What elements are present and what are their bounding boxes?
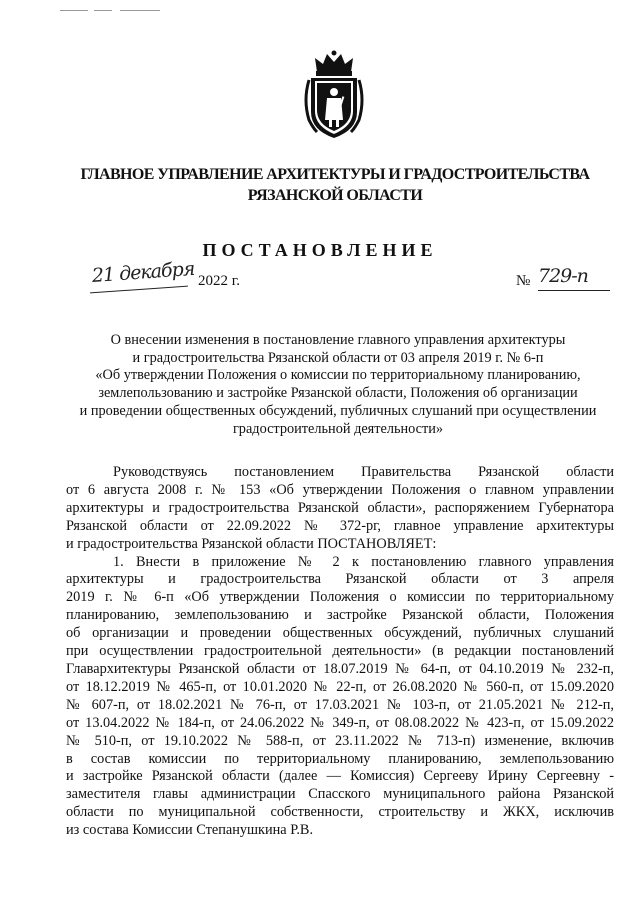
preamble-line: Руководствуясь постановлением Правительства Рязанской области xyxy=(113,464,614,480)
item1-line: планированию, землепользованию и застройке Рязанской области, Положения xyxy=(66,607,614,624)
item1-line: от 13.04.2022 № 184-п, от 24.06.2022 № 349-п, от 08.08.2022 № 423-п, от 15.09.2022 xyxy=(66,714,614,731)
date-underline xyxy=(90,286,188,294)
preamble-line: от 6 августа 2008 г. № 153 «Об утверждении Положения о главном управлении xyxy=(66,481,614,498)
handwritten-number: 729-п xyxy=(538,265,588,287)
subject-line: О внесении изменения в постановление главного управления архитектуры xyxy=(110,332,566,348)
item1-line: Главархитектуры Рязанской области от 18.07.2019 № 64-п, от 04.10.2019 № 232-п, xyxy=(66,660,614,677)
item1-line: и застройке Рязанской области (далее — Комиссия) Сергееву Ирину Сергеевну - xyxy=(66,768,614,785)
item1-line: 1. Внести в приложение № 2 к постановлению главного управления xyxy=(113,553,614,570)
item1-line: об организации и проведении общественных обсуждений, публичных слушаний xyxy=(66,625,614,642)
org-name-line2: РЯЗАНСКОЙ ОБЛАСТИ xyxy=(247,187,423,204)
document-subject xyxy=(52,332,624,438)
subject-line: градостроительной деятельности» xyxy=(232,420,444,437)
subject-line: «Об утверждении Положения о комиссии по территориальному планированию, xyxy=(95,367,581,384)
item1-line: от 18.12.2019 № 465-п, от 10.01.2020 № 22-п, от 26.08.2020 № 560-п, от 15.09.2020 xyxy=(66,678,614,695)
organization-header xyxy=(70,164,600,206)
preamble-line: и градостроительства Рязанской области ПОСТАНОВЛЯЕТ: xyxy=(66,535,437,552)
org-name-line1: ГЛАВНОЕ УПРАВЛЕНИЕ АРХИТЕКТУРЫ И ГРАДОСТРОИТЕЛЬСТВА xyxy=(80,166,590,183)
scan-artifact xyxy=(60,10,180,12)
item1-line: в состав комиссии по территориальному планированию, землепользованию xyxy=(66,750,614,767)
date-year: 2022 г. xyxy=(198,273,240,289)
handwritten-date: 21 декабря xyxy=(91,257,196,287)
date-number-line xyxy=(91,257,612,296)
number-underline xyxy=(538,290,610,291)
item1-line: 2019 г. № 6-п «Об утверждении Положения о комиссии по территориальному xyxy=(66,589,614,606)
preamble-line: архитектуры и градостроительства Рязанской области», распоряжением Губернатора xyxy=(66,499,614,516)
item1-line: при осуществлении градостроительной деятельности» (в редакции постановлений xyxy=(66,643,614,660)
number-label: № xyxy=(516,273,531,289)
item1-line: № 510-п, от 19.10.2022 № 588-п, от 23.11.2022 № 713-п) изменение, включив xyxy=(66,732,614,749)
item1-line: архитектуры и градостроительства Рязанской области от 3 апреля xyxy=(66,571,614,588)
item1-line: из состава Комиссии Степанушкина Р.В. xyxy=(66,822,314,839)
ryazan-coat-of-arms-icon xyxy=(303,50,365,142)
subject-line: и градостроительства Рязанской области от 03 апреля 2019 г. № 6-п xyxy=(132,349,544,366)
item1-line: области по муниципальной собственности, строительству и ЖКХ, исключив xyxy=(66,804,614,821)
document-body xyxy=(66,464,614,840)
item1-line: № 607-п, от 18.02.2021 № 76-п, от 17.03.2021 № 103-п, от 21.05.2021 № 212-п, xyxy=(66,696,614,713)
subject-line: и проведении общественных обсуждений, публичных слушаний при осуществлении xyxy=(79,402,597,419)
preamble-line: Рязанской области от 22.09.2022 № 372-рг, главное управление архитектуры xyxy=(66,517,614,534)
subject-line: землепользованию и застройке Рязанской области, Положения об организации xyxy=(98,385,578,402)
item1-line: заместителя главы администрации Спасского муниципального района Рязанской xyxy=(66,786,614,803)
document-type-title: ПОСТАНОВЛЕНИЕ xyxy=(202,240,438,260)
